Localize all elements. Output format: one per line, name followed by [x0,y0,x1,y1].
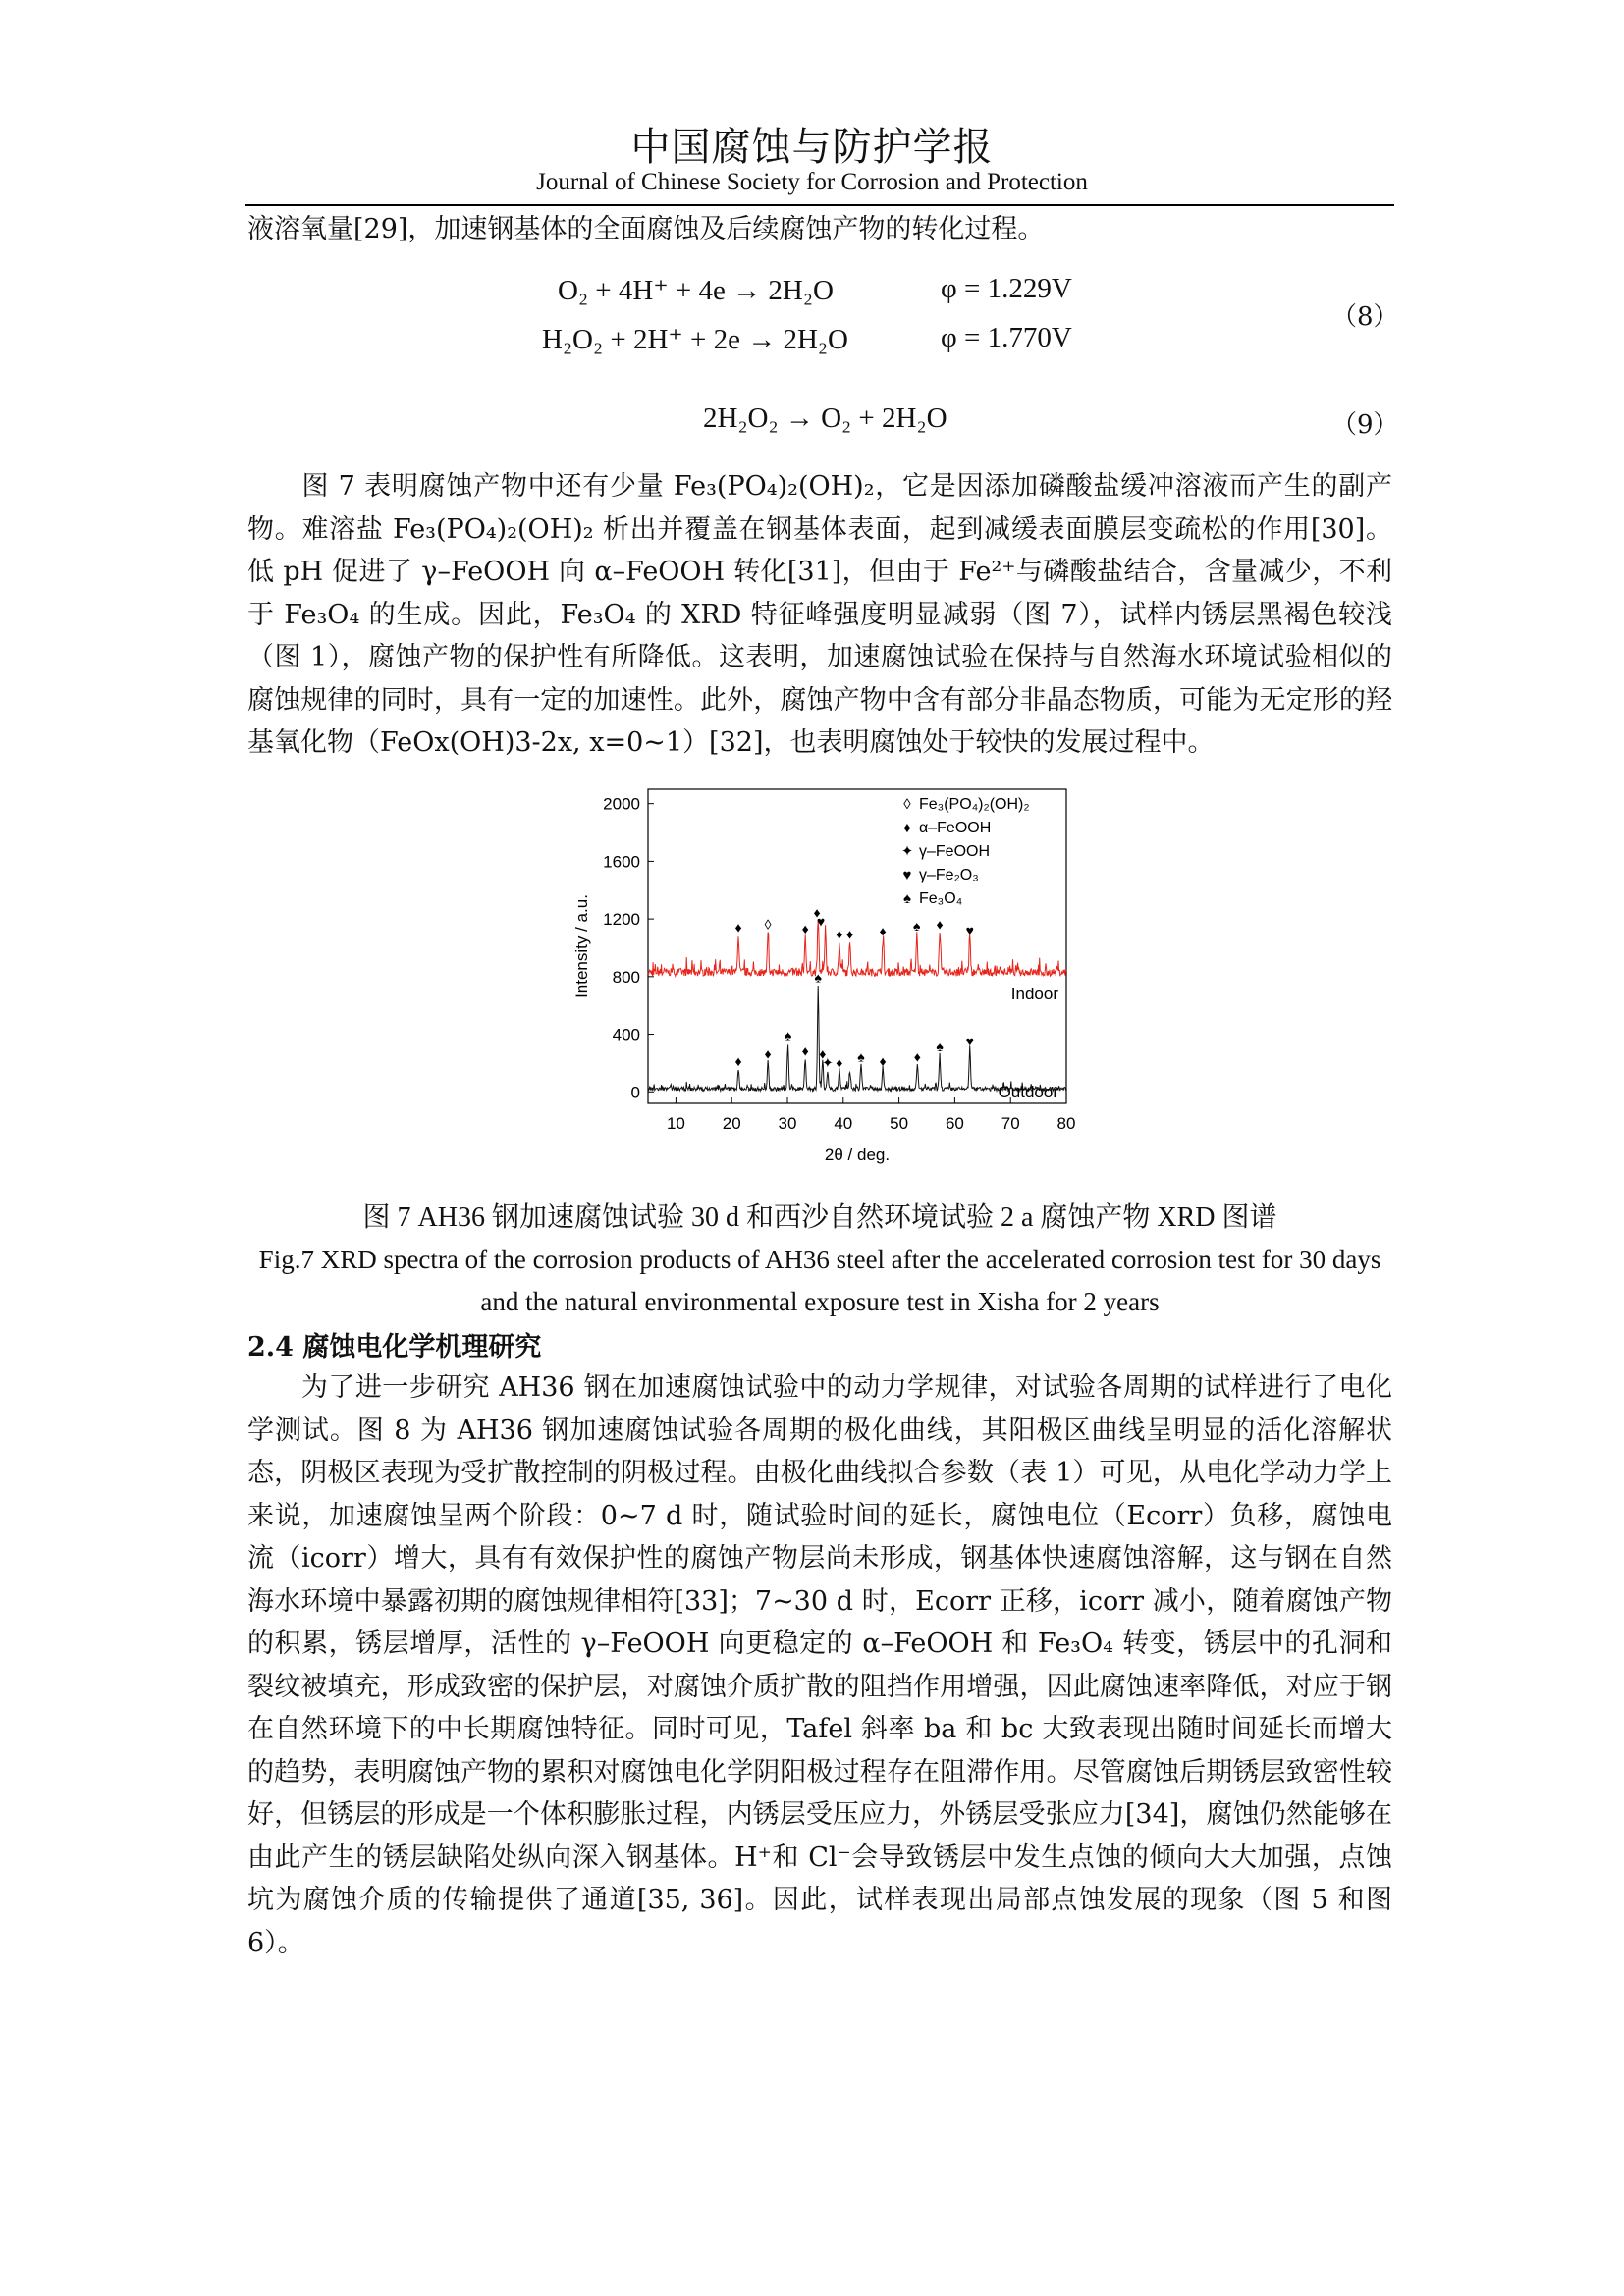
x-tick-label: 20 [722,1114,741,1133]
peak-marker: ♠ [857,1048,865,1065]
y-tick-label: 2000 [603,794,640,814]
equation-8a: O₂ + 4H⁺ + 4e → 2H₂O [558,275,834,306]
legend-symbol: ◊ [903,796,911,813]
peak-marker: ♦ [879,1052,887,1069]
figure-caption-cn: 图 7 AH36 钢加速腐蚀试验 30 d 和西沙自然环境试验 2 a 腐蚀产物 XRD 图谱 [362,1202,1277,1233]
y-axis-label: Intensity / a.u. [572,894,591,998]
equation-8b-potential: φ = 1.770V [941,322,1072,353]
legend-symbol: ♠ [903,890,911,907]
x-tick-label: 50 [890,1114,909,1133]
peak-marker: ♠ [913,917,921,934]
peak-marker: ✦ [822,1054,834,1071]
peak-marker: ♠ [784,1027,792,1043]
series-line-indoor [648,921,1066,977]
peak-marker: ♥ [816,913,826,930]
paragraph-2: 为了进一步研究 AH36 钢在加速腐蚀试验中的动力学规律，对试验各周期的试样进行了电化学测试。图 8 为 AH36 钢加速腐蚀试验各周期的极化曲线，其阳极区曲线呈明显的活化溶解状态，阴极区表现为受扩散控制的阴极过程。由极化曲线拟合参数（表 1）可见，从电化学动力学上来说，加速腐蚀呈两个阶段：0~7 d 时，随试验时间的延长，腐蚀电位（Ecorr）负移，腐蚀电流（icorr）增大，具有有效保护性的腐蚀产物层尚未形成，钢基体快速腐蚀溶解，这与钢在自然海水环境中暴露初期的腐蚀规律相符[33]；7~30 d 时，Ecorr 正移，icorr 减小，随着腐蚀产物的积累，锈层增厚，活性的 γ–FeOOH 向更稳定的 α–FeOOH 和 Fe₃O₄ 转变，锈层中的孔洞和裂纹被填充，形成致密的保护层，对腐蚀介质扩散的阻挡作用增强，因此腐蚀速率降低，对应于钢在自然环境下的中长期腐蚀特征。同时可见，Tafel 斜率 ba 和 bc 大致表现出随时间延长而增大的趋势，表明腐蚀产物的累积对腐蚀电化学阴阳极过程存在阻滞作用。尽管腐蚀后期锈层致密性较好，但锈层的形成是一个体积膨胀过程，内锈层受压应力，外锈层受张应力[34]，腐蚀仍然能够在由此产生的锈层缺陷处纵向深入钢基体。H⁺和 Cl⁻会导致锈层中发生点蚀的倾向大大加强，点蚀坑为腐蚀介质的传输提供了通道[35, 36]。因此，试样表现出局部点蚀发展的现象（图 5 和图 6）。 [247,1372,1393,1958]
header-rule [245,204,1394,206]
peak-marker: ◊ [764,916,772,933]
journal-title-cn: 中国腐蚀与防护学报 [630,125,994,170]
x-tick-label: 60 [945,1114,964,1133]
peak-marker: ♦ [836,926,843,942]
peak-marker: ♦ [936,916,944,933]
equation-8b: H₂O₂ + 2H⁺ + 2e → 2H₂O [542,324,848,355]
peak-marker: ♠ [814,969,822,986]
series-label-indoor: Indoor [1010,984,1058,1003]
legend-label: Fe₃O₄ [919,890,963,907]
peak-marker: ♦ [879,923,887,939]
x-axis-label: 2θ / deg. [824,1146,891,1164]
equation-8a-potential: φ = 1.229V [941,273,1072,304]
peak-marker: ♦ [836,1054,843,1071]
peak-marker: ♦ [813,904,821,921]
journal-title-en: Journal of Chinese Society for Corrosion and Protection [536,169,1088,195]
equation-number-9: （9） [1331,410,1399,440]
peak-marker: ♦ [801,1042,809,1059]
section-title: 2.4 腐蚀电化学机理研究 [247,1332,542,1362]
equation-9: 2H₂O₂ → O₂ + 2H₂O [703,402,947,434]
y-tick-label: 800 [612,967,640,987]
legend-label: γ–FeOOH [919,843,991,860]
series-label-outdoor: Outdoor [998,1083,1058,1101]
x-tick-label: 80 [1056,1114,1076,1133]
y-tick-label: 1600 [603,852,640,872]
legend-label: α–FeOOH [919,820,992,836]
peak-marker: ♦ [819,1045,827,1062]
legend-symbol: ♦ [903,820,911,836]
y-tick-label: 400 [612,1025,640,1044]
equation-number-8: （8） [1331,302,1399,332]
paragraph-top: 液溶氧量[29]，加速钢基体的全面腐蚀及后续腐蚀产物的转化过程。 [247,214,1045,244]
peak-marker: ♦ [801,920,809,936]
peak-marker: ♥ [965,1033,974,1049]
legend-symbol: ♥ [902,867,912,883]
x-tick-label: 10 [666,1114,685,1133]
legend-label: Fe₃(PO₄)₂(OH)₂ [919,796,1030,813]
series-line-outdoor [648,986,1066,1091]
xrd-chart [560,781,1090,1186]
paragraph-1: 图 7 表明腐蚀产物中还有少量 Fe₃(PO₄)₂(OH)₂，它是因添加磷酸盐缓冲溶液而产生的副产物。难溶盐 Fe₃(PO₄)₂(OH)₂ 析出并覆盖在钢基体表面，起到减缓表面膜层变疏松的作用[30]。低 pH 促进了 γ–FeOOH 向 α–FeOOH 转化[31]，但由于 Fe²⁺与磷酸盐结合，含量减少，不利于 Fe₃O₄ 的生成。因此，Fe₃O₄ 的 XRD 特征峰强度明显减弱（图 7），试样内锈层黑褐色较浅（图 1），腐蚀产物的保护性有所降低。这表明，加速腐蚀试验在保持与自然海水环境试验相似的腐蚀规律的同时，具有一定的加速性。此外，腐蚀产物中含有部分非晶态物质，可能为无定形的羟基氧化物（FeOx(OH)3-2x, x=0~1）[32]，也表明腐蚀处于较快的发展过程中。 [247,471,1392,758]
peak-marker: ♦ [734,919,742,935]
peak-marker: ♦ [913,1048,921,1065]
figure-caption-en: Fig.7 XRD spectra of the corrosion products of AH36 steel after the accelerated corrosion test for 30 days and the natural environmental exposure test in Xisha for 2 years [258,1245,1381,1316]
legend-label: γ–Fe₂O₃ [919,867,979,883]
peak-marker: ♦ [734,1052,742,1069]
peak-marker: ♦ [846,926,854,942]
y-tick-label: 0 [630,1083,640,1102]
x-tick-label: 30 [778,1114,797,1133]
y-tick-label: 1200 [603,910,640,930]
x-tick-label: 70 [1001,1114,1020,1133]
x-tick-label: 40 [834,1114,853,1133]
peak-marker: ♦ [764,1045,772,1062]
peak-marker: ♥ [965,922,974,938]
peak-marker: ♠ [936,1039,944,1055]
legend-symbol: ✦ [900,843,914,860]
